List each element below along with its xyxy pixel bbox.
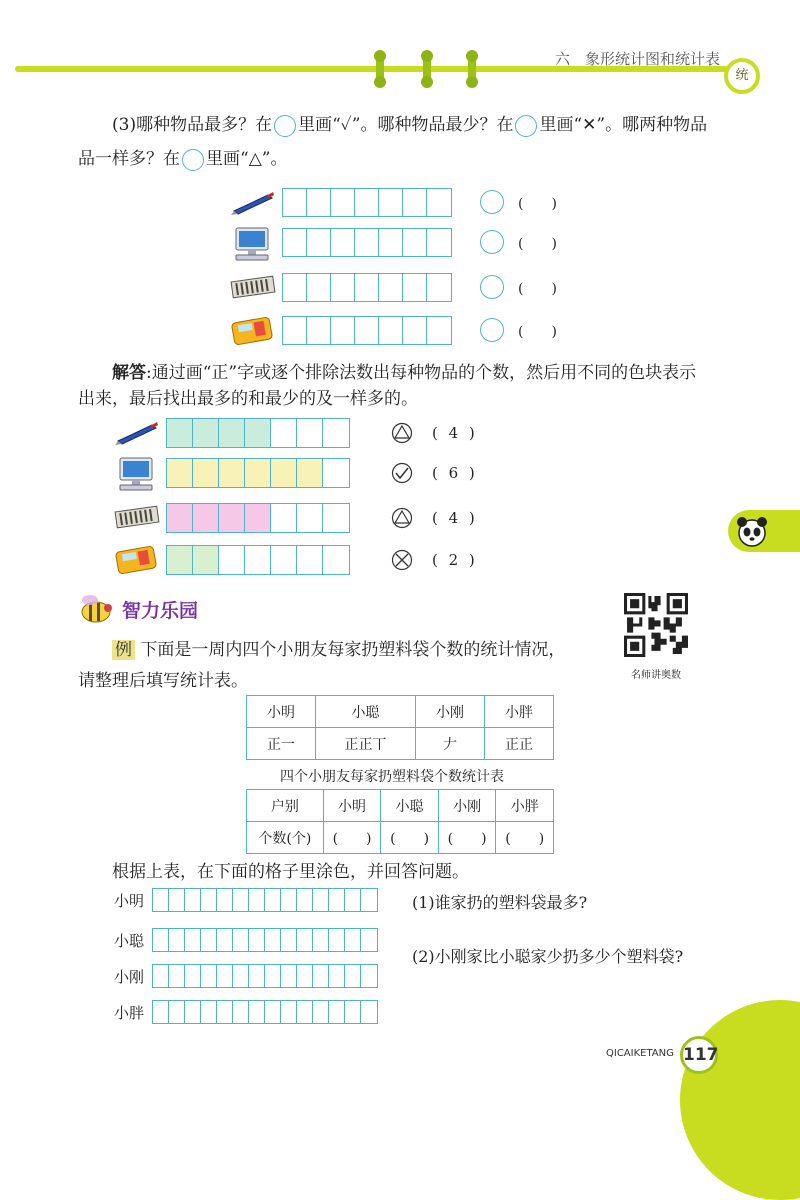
grid-cell[interactable] <box>217 929 233 951</box>
q3-text: 里画“✕”。哪两种物品 <box>539 115 708 135</box>
coloring-grid <box>152 928 378 952</box>
footer-arc <box>680 1000 800 1200</box>
grid-cell[interactable] <box>313 965 329 987</box>
stat-cell[interactable]: ( ) <box>438 822 496 854</box>
grid-cell <box>323 546 349 574</box>
count-blank[interactable]: ( ) <box>518 236 557 252</box>
grid-cell[interactable] <box>265 929 281 951</box>
grid-cell <box>219 459 245 487</box>
answer-count: ( 2 ) <box>432 551 478 569</box>
grid-cell[interactable] <box>345 965 361 987</box>
grid-cell[interactable] <box>379 229 403 256</box>
binder-peg <box>468 52 476 86</box>
pen-icon <box>114 416 160 446</box>
grid-cell[interactable] <box>331 189 355 216</box>
example-tag: 例 <box>112 640 135 660</box>
grid-cell[interactable] <box>361 965 377 987</box>
footer-label: QICAIKETANG <box>606 1048 674 1059</box>
grid-cell[interactable] <box>329 889 345 911</box>
grid-cell[interactable] <box>355 317 379 344</box>
grid-cell <box>297 546 323 574</box>
grid-cell[interactable] <box>379 317 403 344</box>
answer-circle[interactable] <box>480 318 504 342</box>
grid-cell <box>245 419 271 447</box>
grid-cell <box>323 419 349 447</box>
solution-label: 解答 <box>112 363 146 383</box>
grid-cell[interactable] <box>379 274 403 301</box>
grid-cell[interactable] <box>403 189 427 216</box>
empty-grid <box>282 316 452 345</box>
tally-header: 小刚 <box>416 696 485 728</box>
grid-cell[interactable] <box>153 929 169 951</box>
q3-text: 里画“△”。 <box>206 149 288 169</box>
grid-cell <box>219 546 245 574</box>
question-1: (1)谁家扔的塑料袋最多? <box>412 893 588 912</box>
grid-cell <box>167 504 193 532</box>
qr-code-icon[interactable] <box>624 593 688 657</box>
q3-line1 <box>112 106 707 144</box>
grid-cell[interactable] <box>297 965 313 987</box>
empty-grid <box>282 273 452 302</box>
grid-cell <box>167 546 193 574</box>
coloring-grid <box>152 888 378 912</box>
grid-cell[interactable] <box>185 889 201 911</box>
grid-cell[interactable] <box>355 189 379 216</box>
grid-cell[interactable] <box>233 965 249 987</box>
grid-cell <box>219 419 245 447</box>
abacus-icon <box>230 271 276 301</box>
grid-cell <box>245 504 271 532</box>
stat-cell[interactable]: ( ) <box>496 822 554 854</box>
coloring-grid <box>152 964 378 988</box>
grid-cell[interactable] <box>185 965 201 987</box>
grid-cell[interactable] <box>297 1001 313 1023</box>
check-mark-icon <box>391 462 413 484</box>
grid-cell[interactable] <box>217 965 233 987</box>
grid-cell[interactable] <box>201 889 217 911</box>
grid-cell[interactable] <box>331 274 355 301</box>
grid-cell[interactable] <box>331 317 355 344</box>
grid-cell <box>193 459 219 487</box>
binder-peg <box>376 52 384 86</box>
grid-cell <box>245 459 271 487</box>
blank-circle <box>515 115 537 137</box>
instruction: 根据上表，在下面的格子里涂色，并回答问题。 <box>112 862 469 882</box>
grid-cell <box>271 419 297 447</box>
count-blank[interactable]: ( ) <box>518 324 557 340</box>
grid-cell <box>271 504 297 532</box>
grid-cell[interactable] <box>281 1001 297 1023</box>
panda-icon <box>734 513 770 549</box>
count-blank[interactable]: ( ) <box>518 281 557 297</box>
stat-header: 小刚 <box>438 790 496 822</box>
grid-cell <box>193 546 219 574</box>
grid-cell[interactable] <box>283 189 307 216</box>
grid-cell[interactable] <box>403 229 427 256</box>
grid-cell[interactable] <box>201 929 217 951</box>
grid-cell <box>323 504 349 532</box>
grid-cell[interactable] <box>201 1001 217 1023</box>
grid-cell <box>193 504 219 532</box>
grid-cell[interactable] <box>153 1001 169 1023</box>
grid-cell[interactable] <box>329 965 345 987</box>
grid-cell[interactable] <box>185 929 201 951</box>
child-name: 小聪 <box>114 932 145 950</box>
answer-count: ( 6 ) <box>432 464 478 482</box>
grid-cell[interactable] <box>307 317 331 344</box>
grid-cell[interactable] <box>307 229 331 256</box>
grid-cell[interactable] <box>331 229 355 256</box>
grid-cell[interactable] <box>283 229 307 256</box>
grid-cell <box>323 459 349 487</box>
grid-cell[interactable] <box>281 965 297 987</box>
grid-cell <box>271 546 297 574</box>
grid-cell[interactable] <box>355 274 379 301</box>
tally-mark: 正正丅 <box>315 728 415 760</box>
grid-cell[interactable] <box>249 889 265 911</box>
coloring-grid <box>152 1000 378 1024</box>
grid-cell[interactable] <box>265 1001 281 1023</box>
count-blank[interactable]: ( ) <box>518 196 557 212</box>
answer-grid <box>166 418 350 448</box>
grid-cell[interactable] <box>169 929 185 951</box>
pen-icon <box>230 186 276 216</box>
grid-cell[interactable] <box>345 929 361 951</box>
grid-cell[interactable] <box>427 189 451 216</box>
grid-cell[interactable] <box>403 274 427 301</box>
stat-table <box>246 789 554 854</box>
q3-text: (3)哪种物品最多？在 <box>112 115 273 135</box>
grid-cell <box>219 504 245 532</box>
stat-row-label: 个数(个) <box>247 822 324 854</box>
grid-cell[interactable] <box>249 965 265 987</box>
grid-cell <box>167 459 193 487</box>
stat-header: 小聪 <box>381 790 439 822</box>
bee-icon <box>76 592 116 626</box>
cross-mark-icon <box>391 549 413 571</box>
answer-circle[interactable] <box>480 190 504 214</box>
triangle-mark-icon <box>391 422 413 444</box>
side-tab <box>728 510 800 552</box>
calculator-icon <box>114 543 160 573</box>
blank-circle <box>182 149 204 171</box>
stat-cell[interactable]: ( ) <box>323 822 381 854</box>
blank-circle <box>274 115 296 137</box>
tally-header: 小聪 <box>315 696 415 728</box>
grid-cell[interactable] <box>169 965 185 987</box>
grid-cell[interactable] <box>329 1001 345 1023</box>
answer-grid <box>166 545 350 575</box>
grid-cell[interactable] <box>281 889 297 911</box>
tally-mark: 正正 <box>485 728 554 760</box>
q3-text: 品一样多？在 <box>78 149 180 169</box>
example-line2: 请整理后填写统计表。 <box>78 671 248 691</box>
stat-header: 户别 <box>247 790 324 822</box>
abacus-icon <box>114 501 160 531</box>
stat-header: 小胖 <box>496 790 554 822</box>
table-title: 四个小朋友每家扔塑料袋个数统计表 <box>280 769 504 785</box>
stat-header: 小明 <box>323 790 381 822</box>
grid-cell[interactable] <box>307 189 331 216</box>
grid-cell[interactable] <box>169 889 185 911</box>
answer-grid <box>166 458 350 488</box>
triangle-mark-icon <box>391 507 413 529</box>
grid-cell <box>271 459 297 487</box>
grid-cell[interactable] <box>355 229 379 256</box>
answer-circle[interactable] <box>480 275 504 299</box>
grid-cell[interactable] <box>233 929 249 951</box>
grid-cell[interactable] <box>233 1001 249 1023</box>
grid-cell[interactable] <box>217 1001 233 1023</box>
grid-cell[interactable] <box>307 274 331 301</box>
grid-cell <box>297 459 323 487</box>
child-name: 小刚 <box>114 968 145 986</box>
grid-cell[interactable] <box>153 965 169 987</box>
tally-header: 小明 <box>247 696 316 728</box>
stat-cell[interactable]: ( ) <box>381 822 439 854</box>
grid-cell[interactable] <box>185 1001 201 1023</box>
grid-cell[interactable] <box>329 929 345 951</box>
calculator-icon <box>230 314 276 344</box>
computer-icon <box>114 456 160 486</box>
grid-cell <box>245 546 271 574</box>
q3-line2 <box>78 140 287 178</box>
empty-grid <box>282 188 452 217</box>
tally-table <box>246 695 554 760</box>
grid-cell[interactable] <box>427 274 451 301</box>
computer-icon <box>230 226 276 256</box>
grid-cell[interactable] <box>249 1001 265 1023</box>
grid-cell[interactable] <box>153 889 169 911</box>
grid-cell[interactable] <box>345 1001 361 1023</box>
example-text: 下面是一周内四个小朋友每家扔塑料袋个数的统计情况， <box>140 640 566 660</box>
q3-text: 里画“✓”。哪种物品最少？在 <box>298 115 514 135</box>
tally-mark: 𠂇 <box>416 728 485 760</box>
grid-cell[interactable] <box>201 965 217 987</box>
page-number: 117 <box>680 1036 718 1074</box>
child-name: 小胖 <box>114 1004 145 1022</box>
tally-header: 小胖 <box>485 696 554 728</box>
grid-cell <box>297 504 323 532</box>
grid-cell[interactable] <box>265 889 281 911</box>
chapter-title: 六 象形统计图和统计表 <box>554 50 720 68</box>
grid-cell[interactable] <box>379 189 403 216</box>
answer-count: ( 4 ) <box>432 509 478 527</box>
grid-cell[interactable] <box>217 889 233 911</box>
grid-cell[interactable] <box>169 1001 185 1023</box>
answer-circle[interactable] <box>480 230 504 254</box>
answer-count: ( 4 ) <box>432 424 478 442</box>
grid-cell[interactable] <box>361 929 377 951</box>
grid-cell[interactable] <box>265 965 281 987</box>
solution-line2: 出来，最后找出最多的和最少的及一样多的。 <box>78 389 418 409</box>
grid-cell <box>193 419 219 447</box>
question-2: (2)小刚家比小聪家少扔多少个塑料袋? <box>412 947 684 966</box>
grid-cell[interactable] <box>281 929 297 951</box>
grid-cell[interactable] <box>283 274 307 301</box>
section-title: 智力乐园 <box>122 600 199 622</box>
grid-cell[interactable] <box>361 889 377 911</box>
qr-caption: 名师讲奥数 <box>631 670 681 681</box>
child-name: 小明 <box>114 892 145 910</box>
grid-cell[interactable] <box>313 929 329 951</box>
grid-cell[interactable] <box>427 229 451 256</box>
grid-cell[interactable] <box>283 317 307 344</box>
grid-cell[interactable] <box>297 929 313 951</box>
grid-cell[interactable] <box>297 889 313 911</box>
grid-cell[interactable] <box>345 889 361 911</box>
solution-text: :通过画“正”字或逐个排除法数出每种物品的个数，然后用不同的色块表示 <box>146 363 697 383</box>
chapter-badge: 统 <box>724 58 760 94</box>
grid-cell[interactable] <box>361 1001 377 1023</box>
grid-cell <box>167 419 193 447</box>
grid-cell[interactable] <box>403 317 427 344</box>
empty-grid <box>282 228 452 257</box>
grid-cell <box>297 419 323 447</box>
grid-cell[interactable] <box>233 889 249 911</box>
grid-cell[interactable] <box>427 317 451 344</box>
tally-mark: 正一 <box>247 728 316 760</box>
answer-grid <box>166 503 350 533</box>
grid-cell[interactable] <box>313 889 329 911</box>
grid-cell[interactable] <box>313 1001 329 1023</box>
binder-peg <box>423 52 431 86</box>
grid-cell[interactable] <box>249 929 265 951</box>
